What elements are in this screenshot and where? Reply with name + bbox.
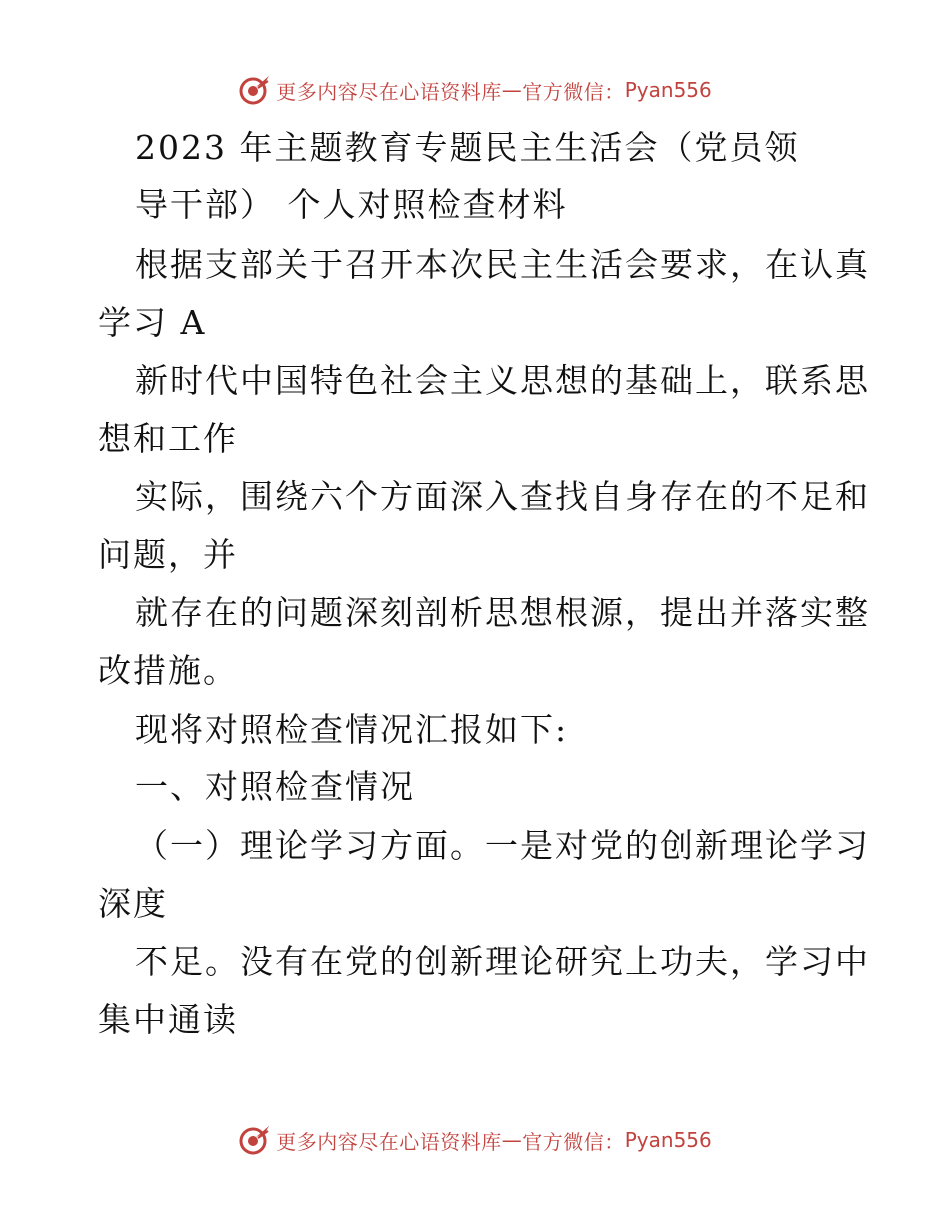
section-heading: 一、对照检查情况	[135, 767, 415, 806]
paragraph-line: 就存在的问题深刻剖析思想根源，提出并落实整	[135, 593, 870, 632]
paragraph-line: （一）理论学习方面。一是对党的创新理论学习	[135, 826, 870, 865]
banner-text: 更多内容尽在心语资料库	[276, 79, 502, 104]
paragraph-line: 学习 A	[98, 303, 207, 342]
banner-separator: —	[501, 78, 523, 102]
banner-contact-id: Pyan556	[624, 1128, 712, 1152]
brand-logo-icon	[238, 1123, 272, 1157]
banner-contact-label: 官方微信：	[522, 79, 625, 104]
paragraph-line: 现将对照检查情况汇报如下:	[135, 710, 569, 749]
paragraph-line: 不足。没有在党的创新理论研究上功夫，学习中	[135, 942, 870, 981]
banner-contact-label: 官方微信：	[522, 1129, 625, 1154]
paragraph-line: 集中通读	[98, 1000, 238, 1039]
paragraph-line: 新时代中国特色社会主义思想的基础上，联系思	[135, 361, 870, 400]
banner-contact-id: Pyan556	[624, 78, 712, 102]
footer-watermark-banner	[0, 1120, 950, 1160]
paragraph-line: 深度	[98, 884, 168, 923]
paragraph-line: 实际，围绕六个方面深入查找自身存在的不足和	[135, 477, 870, 516]
document-title-line-2: 导干部） 个人对照检查材料	[135, 185, 568, 224]
brand-logo-icon	[238, 73, 272, 107]
header-watermark-banner	[0, 70, 950, 110]
paragraph-line: 根据支部关于召开本次民主生活会要求，在认真	[135, 245, 870, 284]
paragraph-line: 想和工作	[98, 419, 238, 458]
banner-text: 更多内容尽在心语资料库	[276, 1129, 502, 1154]
paragraph-line: 问题，并	[98, 535, 238, 574]
document-title-line-1: 2023 年主题教育专题民主生活会（党员领	[135, 128, 800, 167]
paragraph-line: 改措施。	[98, 651, 238, 690]
banner-separator: —	[501, 1128, 523, 1152]
